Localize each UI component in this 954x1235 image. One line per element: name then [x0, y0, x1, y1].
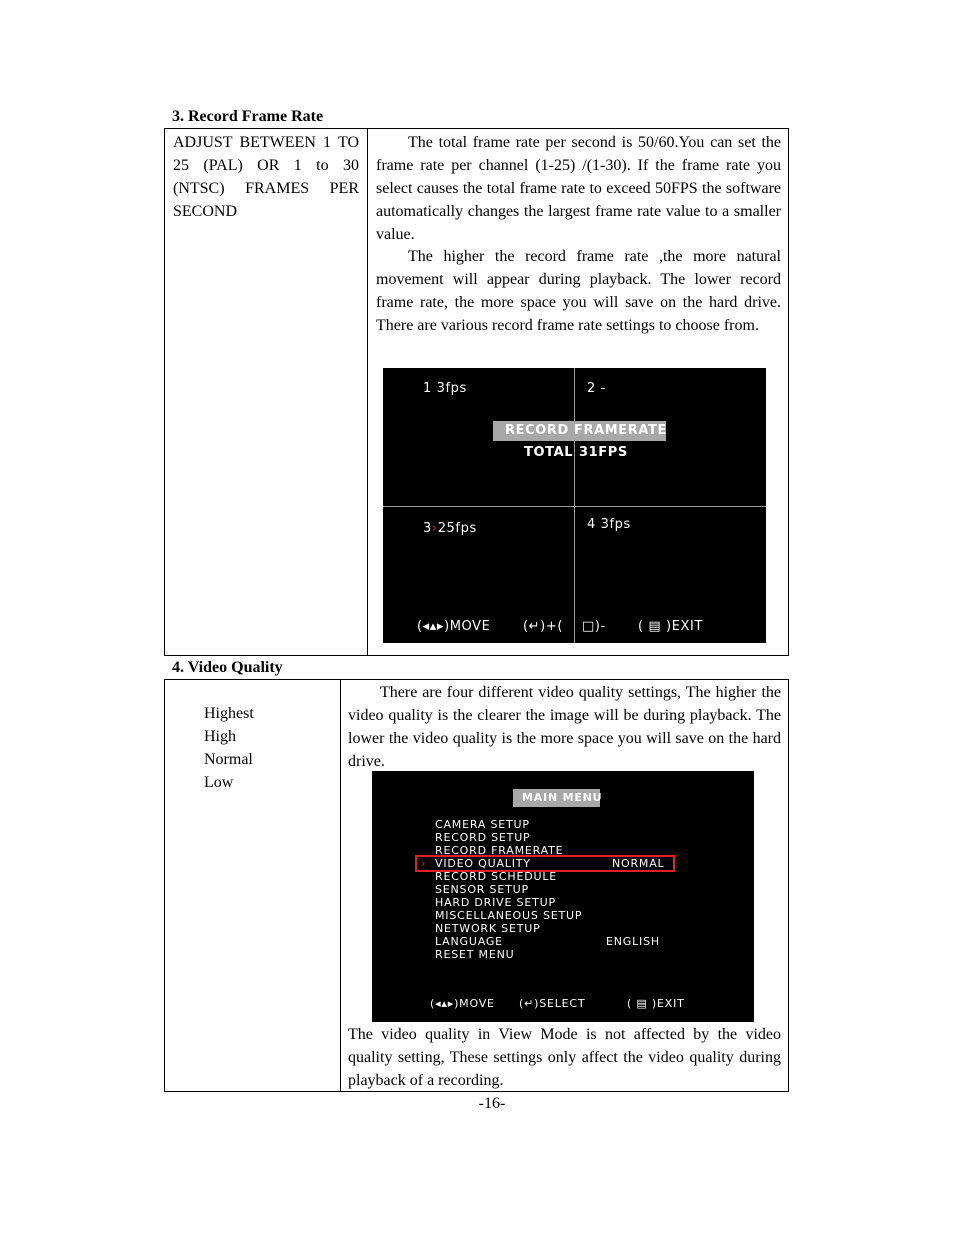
menu-item-reset-menu[interactable]: RESET MENU: [435, 948, 515, 961]
main-menu-title-bar: [513, 789, 603, 807]
frame-rate-description-cell: [367, 128, 789, 656]
four-way-arrow-icon: ◂▴▸: [422, 619, 445, 634]
channel-3-number: 3: [423, 521, 432, 536]
selection-cursor-icon: ›: [431, 521, 438, 536]
quality-description-cell: [340, 679, 789, 1092]
record-framerate-title-bar: [493, 421, 666, 441]
menu-item-record-framerate[interactable]: RECORD FRAMERATE: [435, 844, 564, 857]
main-menu-screen: [372, 771, 754, 1022]
quality-option-high: High: [204, 728, 236, 745]
quality-option-low: Low: [204, 774, 234, 791]
quad-divider-horizontal: [383, 506, 766, 507]
frame-rate-range-cell: [164, 128, 368, 656]
frame-rate-paragraph-1: The total frame rate per second is 50/60.You can set the frame rate per channel (1-25) /(1-30). If the frame rate you select causes the total frame rate to exceed 50FPS the software automatically changes the largest frame rate value to a smaller value.: [376, 134, 781, 243]
frame-rate-range-text: ADJUST BETWEEN 1 TO 25 (PAL) OR 1 to 30 (NTSC) FRAMES PER SECOND: [173, 134, 359, 220]
channel-4-rate: 4 3fps: [587, 517, 631, 532]
menu-help-select: (↵)SELECT: [519, 997, 586, 1010]
menu-item-language[interactable]: LANGUAGE ENGLISH: [435, 935, 660, 948]
menu-item-miscellaneous-setup[interactable]: MISCELLANEOUS SETUP: [435, 909, 583, 922]
menu-icon: ▤: [636, 997, 648, 1010]
help-minus: □)-: [582, 619, 606, 634]
four-way-arrow-icon: ◂▴▸: [435, 997, 455, 1010]
menu-help-move: (◂▴▸)MOVE: [430, 997, 495, 1010]
quality-options-cell: [164, 679, 341, 1092]
channel-3-value: 25fps: [437, 521, 477, 536]
quality-options-list: [204, 702, 254, 794]
menu-help-exit: ( ▤ )EXIT: [627, 997, 685, 1010]
menu-item-record-schedule[interactable]: RECORD SCHEDULE: [435, 870, 558, 883]
channel-3-rate[interactable]: [423, 521, 477, 536]
video-quality-value: NORMAL: [612, 857, 665, 870]
quality-paragraph-2: The video quality in View Mode is not affected by the video quality setting, These settings only affect the video quality during playback of a recording.: [348, 1026, 781, 1089]
channel-1-rate: 1 3fps: [423, 381, 467, 396]
total-value: 31FPS: [579, 445, 628, 460]
help-plus: (↵)+(: [523, 619, 564, 634]
page-number: -16-: [478, 1095, 506, 1112]
menu-item-record-setup[interactable]: RECORD SETUP: [435, 831, 531, 844]
menu-item-network-setup[interactable]: NETWORK SETUP: [435, 922, 541, 935]
menu-item-video-quality[interactable]: › VIDEO QUALITY NORMAL: [421, 857, 665, 870]
language-value: ENGLISH: [606, 935, 660, 948]
menu-item-camera-setup[interactable]: CAMERA SETUP: [435, 818, 530, 831]
menu-item-sensor-setup[interactable]: SENSOR SETUP: [435, 883, 529, 896]
frame-rate-paragraph-2: The higher the record frame rate ,the more natural movement will appear during playback. The lower record frame rate, the more space you will save on the hard drive. There are various record frame rate settings to choose from.: [376, 248, 781, 334]
channel-2-rate: 2 -: [587, 381, 606, 396]
section-heading-video-quality: 4. Video Quality: [172, 659, 283, 676]
section-heading-record-frame-rate: 3. Record Frame Rate: [172, 108, 324, 125]
record-framerate-screen: [383, 368, 766, 643]
main-menu-list: [421, 818, 665, 961]
enter-icon: ↵: [528, 619, 541, 634]
quality-option-normal: Normal: [204, 751, 253, 768]
video-quality-highlight-box: [415, 855, 675, 872]
record-framerate-title: RECORD FRAMERATE: [505, 423, 667, 438]
help-exit: ( ▤ )EXIT: [638, 619, 703, 634]
menu-icon: ▤: [648, 619, 662, 634]
main-menu-title: MAIN MENU: [522, 791, 603, 804]
help-move: (◂▴▸)MOVE: [417, 619, 491, 634]
quality-option-highest: Highest: [204, 705, 254, 722]
menu-cursor-icon: ›: [421, 857, 427, 870]
menu-item-hard-drive-setup[interactable]: HARD DRIVE SETUP: [435, 896, 556, 909]
enter-icon: ↵: [524, 997, 535, 1010]
square-icon: □: [582, 619, 595, 634]
total-label: TOTAL: [524, 445, 574, 460]
quality-paragraph-1: There are four different video quality settings, The higher the video quality is the clearer the image will be during playback. The lower the video quality is the more space you will save on the hard drive.: [348, 684, 781, 770]
